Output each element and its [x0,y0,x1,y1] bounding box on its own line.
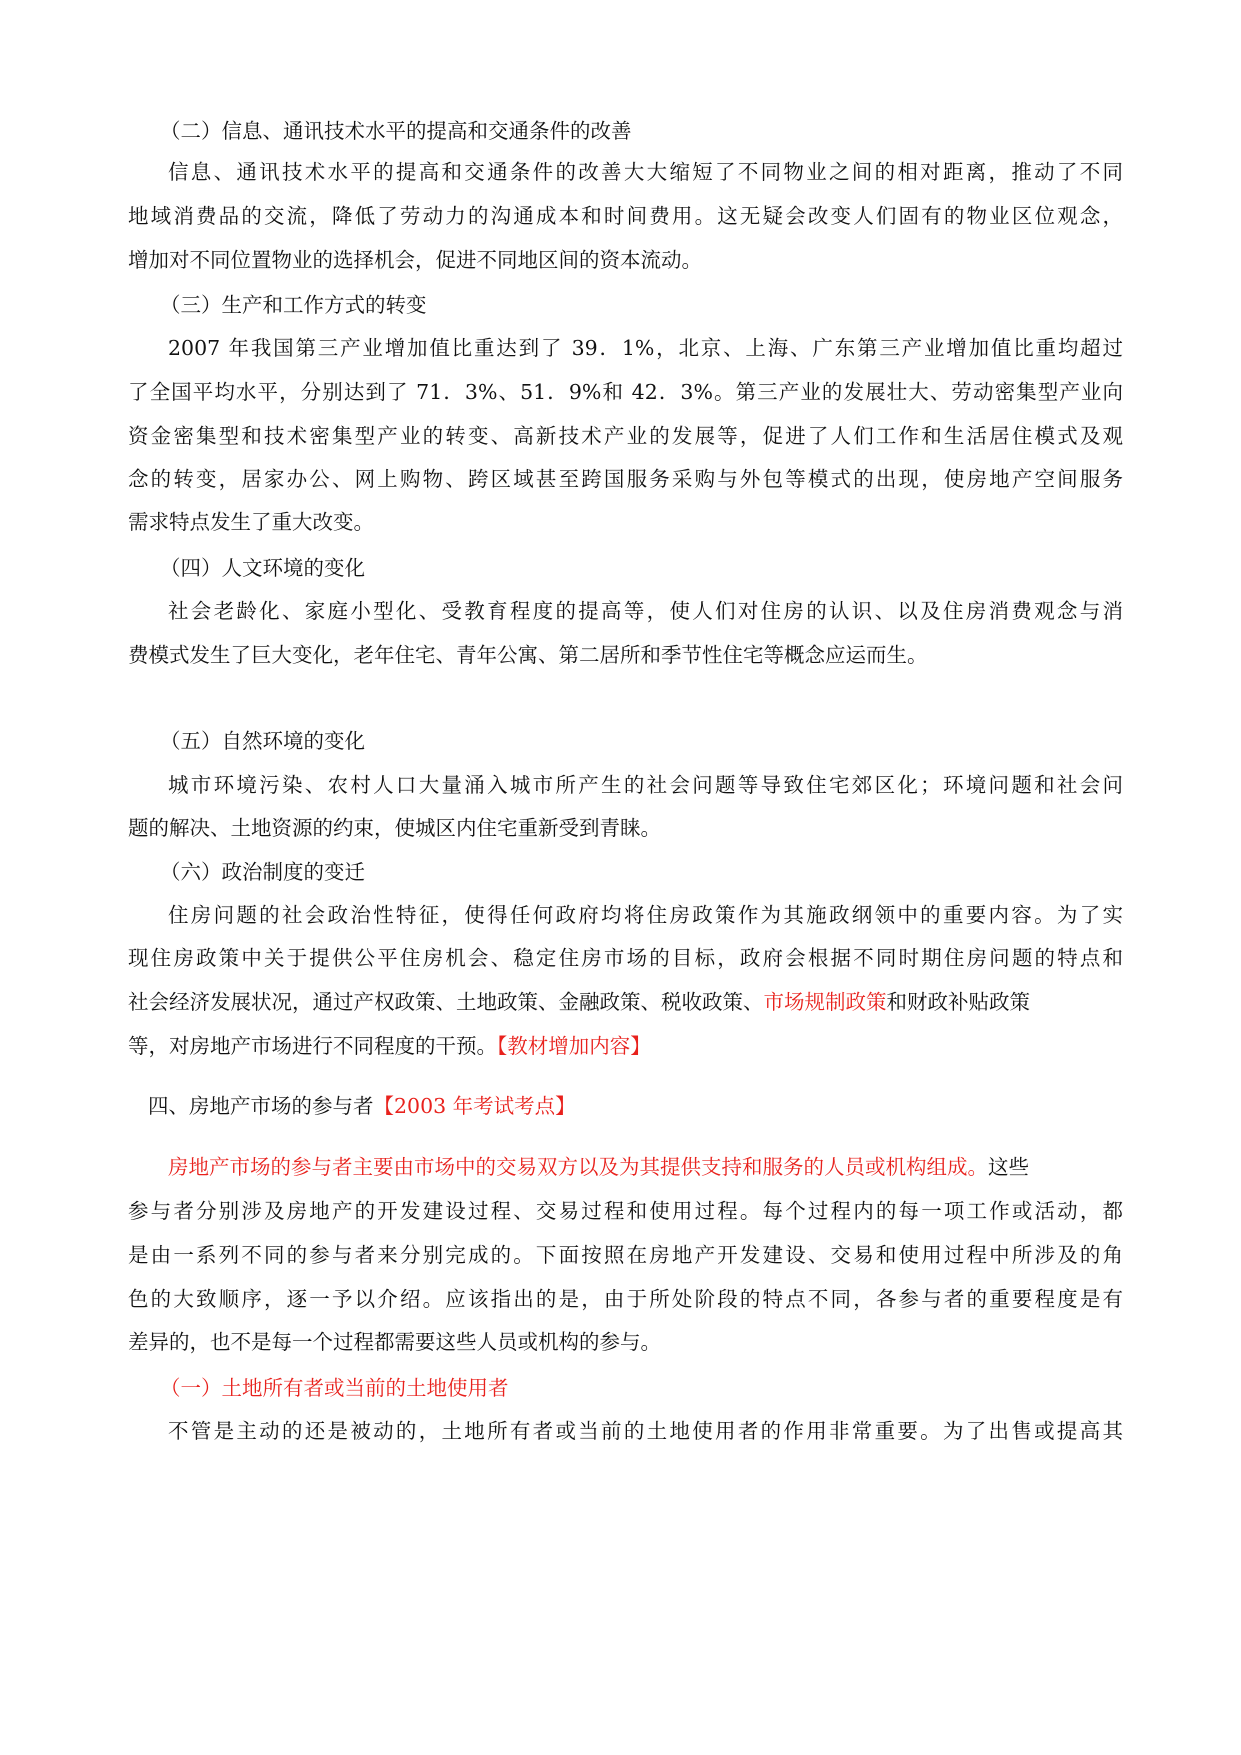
text-run: 这些 [988,1155,1029,1179]
heading-subsection-1: （一）土地所有者或当前的土地使用者 [160,1376,509,1400]
paragraph-line: 地域消费品的交流，降低了劳动力的沟通成本和时间费用。这无疑会改变人们固有的物业区位观念， [128,204,1123,228]
paragraph-line: 2007 年我国第三产业增加值比重达到了 39．1%，北京、上海、广东第三产业增加值比重均超过 [168,336,1123,360]
heading-section-2: （二）信息、通讯技术水平的提高和交通条件的改善 [160,119,632,143]
paragraph-line [128,1031,1123,1061]
paragraph-line: 住房问题的社会政治性特征，使得任何政府均将住房政策作为其施政纲领中的重要内容。为了实 [168,903,1123,927]
highlight-text: 市场规制政策 [763,990,887,1014]
paragraph-line: 了全国平均水平，分别达到了 71．3%、51．9%和 42．3%。第三产业的发展壮大、劳动密集型产业向 [128,380,1123,404]
highlight-text: 房地产市场的参与者主要由市场中的交易双方以及为其提供支持和服务的人员或机构组成。 [168,1155,988,1179]
text-run: 社会经济发展状况，通过产权政策、土地政策、金融政策、税收政策、 [128,990,764,1014]
section-title: 四、房地产市场的参与者 [148,1094,374,1118]
paragraph-line: 色的大致顺序，逐一予以介绍。应该指出的是，由于所处阶段的特点不同，各参与者的重要程度是有 [128,1287,1123,1311]
paragraph-line: 资金密集型和技术密集型产业的转变、高新技术产业的发展等，促进了人们工作和生活居住模式及观 [128,424,1123,448]
text-run: 等，对房地产市场进行不同程度的干预。 [128,1034,497,1058]
paragraph-line: 费模式发生了巨大变化，老年住宅、青年公寓、第二居所和季节性住宅等概念应运而生。 [128,643,928,667]
paragraph-line: 需求特点发生了重大改变。 [128,510,374,534]
paragraph-line: 差异的，也不是每一个过程都需要这些人员或机构的参与。 [128,1330,661,1354]
paragraph-line: 现住房政策中关于提供公平住房机会、稳定住房市场的目标，政府会根据不同时期住房问题的特点和 [128,946,1123,970]
heading-section-5: （五）自然环境的变化 [160,729,365,753]
text-run: 和财政补贴政策 [886,990,1030,1014]
paragraph-line [168,1152,1123,1182]
paragraph-line: 增加对不同位置物业的选择机会，促进不同地区间的资本流动。 [128,248,702,272]
paragraph-line: 题的解决、土地资源的约束，使城区内住宅重新受到青睐。 [128,816,661,840]
paragraph-line [128,987,1123,1017]
heading-section-6: （六）政治制度的变迁 [160,860,365,884]
paragraph-line: 是由一系列不同的参与者来分别完成的。下面按照在房地产开发建设、交易和使用过程中所涉及的角 [128,1243,1123,1267]
paragraph-line: 参与者分别涉及房地产的开发建设过程、交易过程和使用过程。每个过程内的每一项工作或活动，都 [128,1199,1123,1223]
paragraph-line: 不管是主动的还是被动的，土地所有者或当前的土地使用者的作用非常重要。为了出售或提高其 [168,1419,1123,1443]
paragraph-line: 社会老龄化、家庭小型化、受教育程度的提高等，使人们对住房的认识、以及住房消费观念与消 [168,599,1123,623]
highlight-tag: 【教材增加内容】 [497,1034,651,1058]
paragraph-line: 信息、通讯技术水平的提高和交通条件的改善大大缩短了不同物业之间的相对距离，推动了不同 [168,160,1123,184]
section-heading [148,1091,1103,1121]
exam-tag: 【2003 年考试考点】 [373,1094,576,1118]
paragraph-line: 念的转变，居家办公、网上购物、跨区域甚至跨国服务采购与外包等模式的出现，使房地产空间服务 [128,467,1123,491]
paragraph-line: 城市环境污染、农村人口大量涌入城市所产生的社会问题等导致住宅郊区化；环境问题和社会问 [168,773,1123,797]
heading-section-4: （四）人文环境的变化 [160,556,365,580]
heading-section-3: （三）生产和工作方式的转变 [160,293,427,317]
